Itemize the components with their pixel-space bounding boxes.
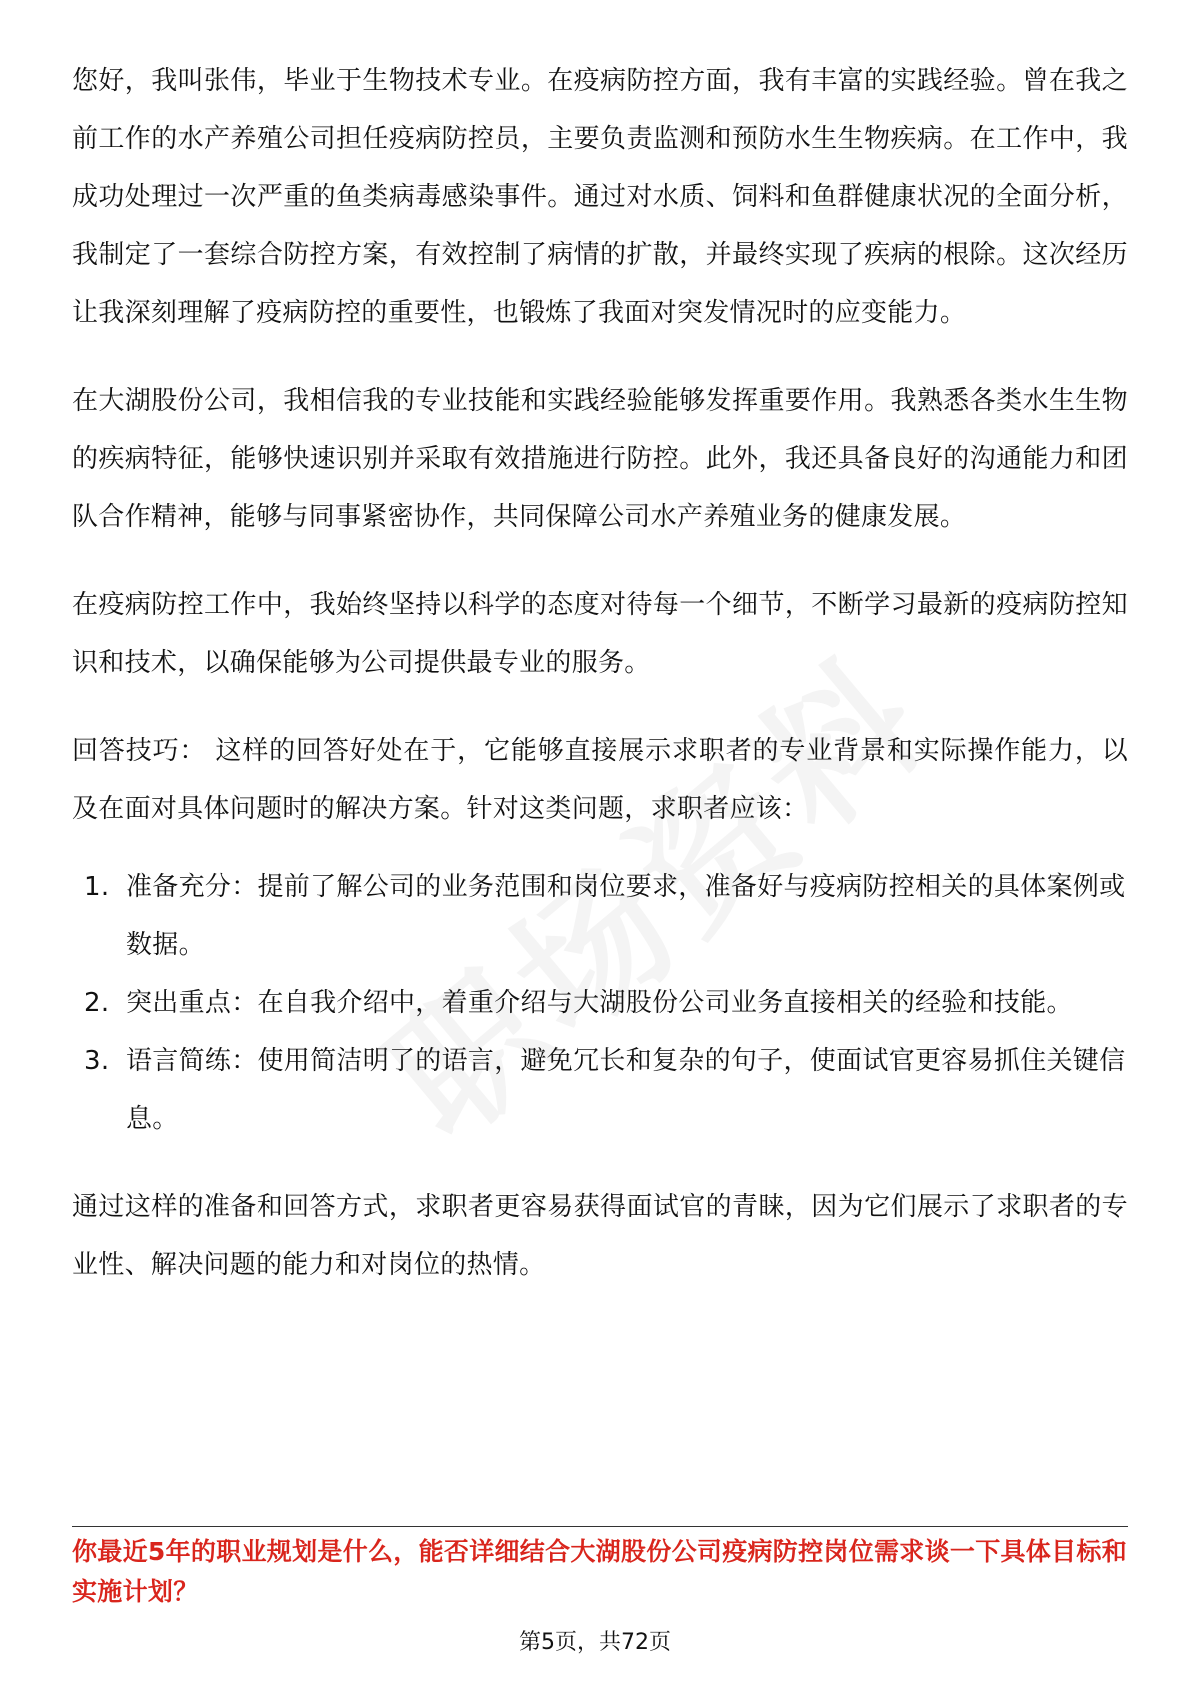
list-number: 2. [84,988,110,1018]
list-item-text: 准备充分：提前了解公司的业务范围和岗位要求，准备好与疫病防控相关的具体案例或数据。 [126,872,1126,960]
closing-paragraph: 通过这样的准备和回答方式，求职者更容易获得面试官的青睐，因为它们展示了求职者的专业性、解决问题的能力和对岗位的热情。 [72,1192,1128,1280]
answer-paragraph-1: 您好，我叫张伟，毕业于生物技术专业。在疫病防控方面，我有丰富的实践经验。曾在我之前工作的水产养殖公司担任疫病防控员，主要负责监测和预防水生生物疾病。在工作中，我成功处理过一次严重的鱼类病毒感染事件。通过对水质、饲料和鱼群健康状况的全面分析，我制定了一套综合防控方案，有效控制了病情的扩散，并最终实现了疾病的根除。这次经历让我深刻理解了疫病防控的重要性，也锻炼了我面对突发情况时的应变能力。 [72,66,1128,328]
list-item-text: 语言简练：使用简洁明了的语言，避免冗长和复杂的句子，使面试官更容易抓住关键信息。 [126,1046,1126,1134]
section-divider [72,1526,1128,1527]
list-item [72,974,1128,1032]
list-number: 1. [84,872,110,902]
next-question-heading: 你最近5年的职业规划是什么，能否详细结合大湖股份公司疫病防控岗位需求谈一下具体目标和实施计划？ [72,1537,1127,1606]
page-footer: 第5页，共72页 [519,1630,671,1655]
answer-content [72,52,1128,1324]
list-item-text: 突出重点：在自我介绍中，着重介绍与大湖股份公司业务直接相关的经验和技能。 [126,988,1073,1018]
list-number: 3. [84,1046,110,1076]
answer-paragraph-3: 在疫病防控工作中，我始终坚持以科学的态度对待每一个细节，不断学习最新的疫病防控知识和技术，以确保能够为公司提供最专业的服务。 [72,590,1128,678]
answer-tips-intro: 回答技巧： 这样的回答好处在于，它能够直接展示求职者的专业背景和实际操作能力，以及在面对具体问题时的解决方案。针对这类问题，求职者应该： [72,736,1128,824]
tips-list [72,858,1128,1148]
answer-paragraph-2: 在大湖股份公司，我相信我的专业技能和实践经验能够发挥重要作用。我熟悉各类水生生物的疾病特征，能够快速识别并采取有效措施进行防控。此外，我还具备良好的沟通能力和团队合作精神，能够与同事紧密协作，共同保障公司水产养殖业务的健康发展。 [72,386,1128,532]
list-item [72,1032,1128,1148]
list-item [72,858,1128,974]
